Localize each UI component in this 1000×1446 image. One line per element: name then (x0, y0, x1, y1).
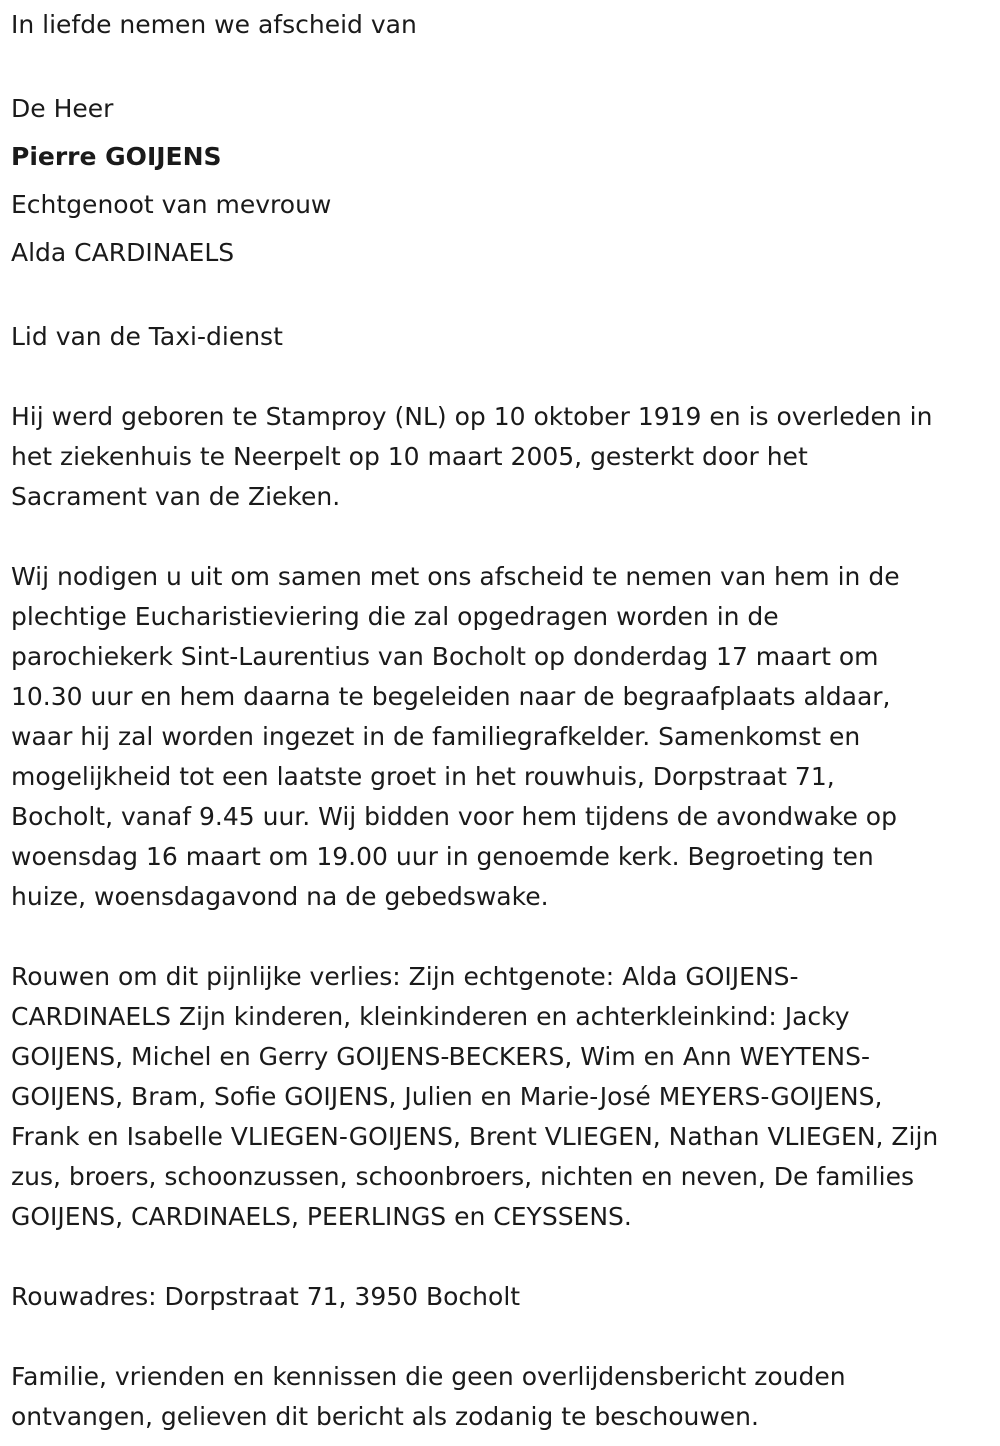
paragraph-line: waar hij zal worden ingezet in de familiegrafkelder. Samenkomst en (11, 722, 861, 751)
paragraph-line: Bocholt, vanaf 9.45 uur. Wij bidden voor hem tijdens de avondwake op (11, 802, 897, 831)
paragraph-line: plechtige Eucharistieviering die zal opgedragen worden in de (11, 602, 779, 631)
obituary-document (11, 5, 991, 1437)
intro-text: In liefde nemen we afscheid van (11, 10, 417, 39)
spacer (11, 357, 991, 397)
deceased-name: Pierre GOIJENS (11, 142, 222, 171)
title-prefix: De Heer (11, 94, 114, 123)
paragraph-line: mogelijkheid tot een laatste groet in het rouwhuis, Dorpstraat 71, (11, 762, 835, 791)
paragraph-line: Wij nodigen u uit om samen met ons afscheid te nemen van hem in de (11, 562, 900, 591)
spouse-line-1: Echtgenoot van mevrouw (11, 190, 332, 219)
spacer (11, 45, 991, 85)
paragraph-line: GOIJENS, Bram, Sofie GOIJENS, Julien en Marie-José MEYERS-GOIJENS, (11, 1082, 883, 1111)
paragraph-line: parochiekerk Sint-Laurentius van Bocholt op donderdag 17 maart om (11, 642, 879, 671)
paragraph-line: Rouwen om dit pijnlijke verlies: Zijn echtgenote: Alda GOIJENS- (11, 962, 799, 991)
paragraph-line: Hij werd geboren te Stamproy (NL) op 10 oktober 1919 en is overleden in (11, 402, 933, 431)
membership-text: Lid van de Taxi-dienst (11, 322, 283, 351)
mourners-paragraph (11, 957, 991, 1237)
paragraph-line: Sacrament van de Zieken. (11, 482, 341, 511)
address-text: Rouwadres: Dorpstraat 71, 3950 Bocholt (11, 1282, 521, 1311)
paragraph-line: het ziekenhuis te Neerpelt op 10 maart 2005, gesterkt door het (11, 442, 808, 471)
funeral-paragraph (11, 557, 991, 917)
paragraph-line: woensdag 16 maart om 19.00 uur in genoemde kerk. Begroeting ten (11, 842, 874, 871)
paragraph-line: ontvangen, gelieven dit bericht als zodanig te beschouwen. (11, 1402, 759, 1431)
paragraph-line: Frank en Isabelle VLIEGEN-GOIJENS, Brent VLIEGEN, Nathan VLIEGEN, Zijn (11, 1122, 939, 1151)
spacer (11, 917, 991, 957)
spacer (11, 1237, 991, 1277)
paragraph-line: huize, woensdagavond na de gebedswake. (11, 882, 549, 911)
spouse-line-2: Alda CARDINAELS (11, 238, 235, 267)
paragraph-line: GOIJENS, Michel en Gerry GOIJENS-BECKERS, Wim en Ann WEYTENS- (11, 1042, 871, 1071)
closing-paragraph (11, 1357, 991, 1437)
paragraph-line: GOIJENS, CARDINAELS, PEERLINGS en CEYSSENS. (11, 1202, 632, 1231)
paragraph-line: Familie, vrienden en kennissen die geen overlijdensbericht zouden (11, 1362, 846, 1391)
birth-paragraph (11, 397, 991, 517)
paragraph-line: 10.30 uur en hem daarna te begeleiden naar de begraafplaats aldaar, (11, 682, 891, 711)
spacer (11, 1317, 991, 1357)
spacer (11, 517, 991, 557)
paragraph-line: CARDINAELS Zijn kinderen, kleinkinderen en achterkleinkind: Jacky (11, 1002, 850, 1031)
spacer (11, 277, 991, 317)
paragraph-line: zus, broers, schoonzussen, schoonbroers, nichten en neven, De families (11, 1162, 915, 1191)
